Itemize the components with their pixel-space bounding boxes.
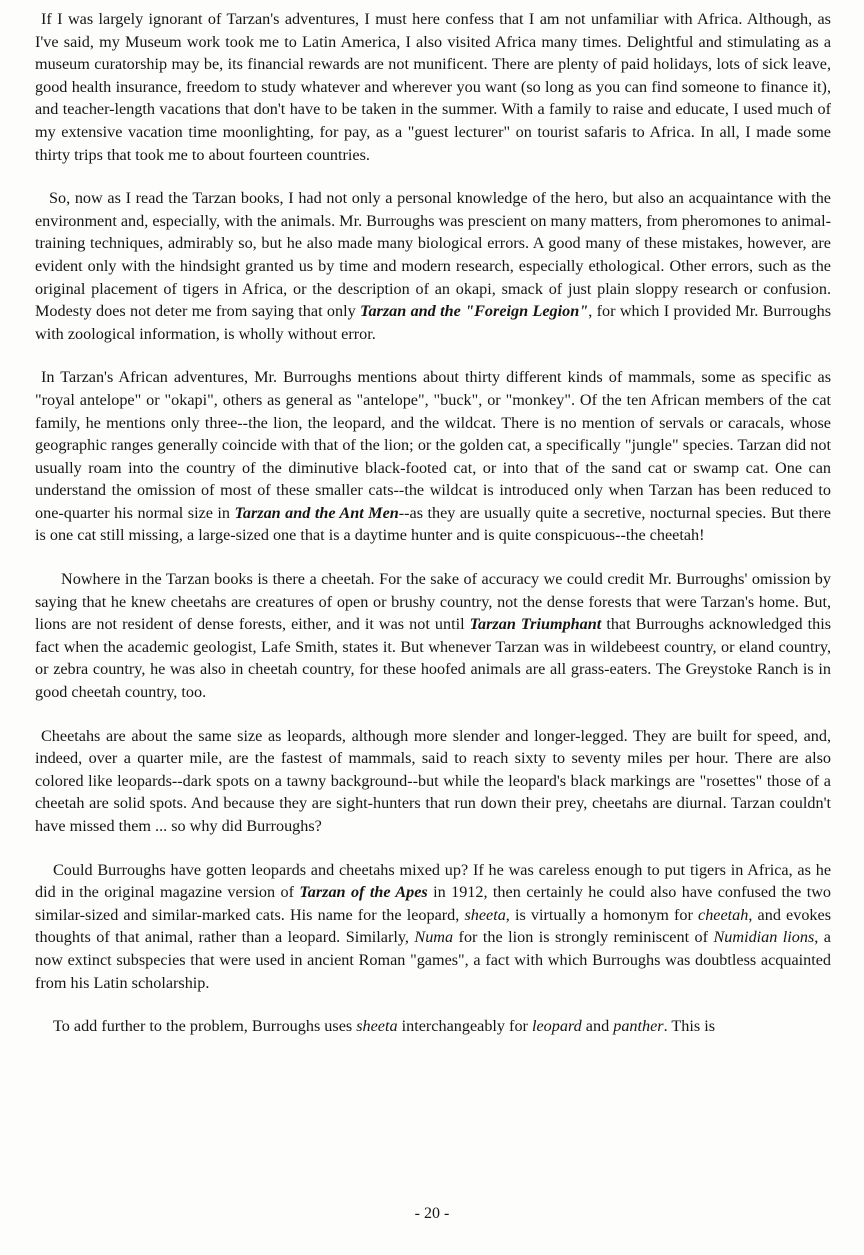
italic-term: Numidian lions bbox=[713, 928, 815, 947]
book-title: Tarzan and the "Foreign Legion" bbox=[360, 302, 589, 321]
book-title: Tarzan and the Ant Men bbox=[234, 503, 399, 522]
text-run: In Tarzan's African adventures, Mr. Burroughs mentions about thirty different kinds of mammals, some as specific as "royal antelope" or "okapi", others as general as "antelope", "buck", or "monkey". Of the ten African members of the cat family, he mentions only three--the lion, the leopard, and the wildcat. There is no mention of servals or caracals, whose geographic ranges generally coincide with that of the lion; or the golden cat, a specifically "jungle" species. Tarzan did not usually roam into the country of the diminutive black-footed cat, or into that of the sand cat or swamp cat. One can understand the omission of most of these smaller cats--the wildcat is introduced only when Tarzan has been reduced to one-quarter his normal size in bbox=[35, 368, 831, 522]
page-number: - 20 - bbox=[414, 1205, 450, 1222]
italic-term: Numa bbox=[414, 928, 454, 947]
text-run: , for which I provided Mr. Burroughs with zoological information, is wholly without error. bbox=[35, 302, 831, 343]
text-run: --as they are usually quite a secretive, nocturnal species. But there is one cat still missing, a large-sized one that is a daytime hunter and is quite conspicuous--the cheetah! bbox=[35, 503, 831, 545]
italic-term: panther bbox=[613, 1017, 664, 1036]
paragraph bbox=[35, 187, 831, 345]
text-run: interchangeably for bbox=[397, 1017, 532, 1036]
text-run: , and evokes thoughts of that animal, rather than a leopard. Similarly, bbox=[35, 905, 831, 947]
italic-term: leopard bbox=[531, 1017, 582, 1036]
paragraph bbox=[35, 1015, 831, 1038]
italic-term: cheetah bbox=[698, 905, 749, 924]
paragraph bbox=[35, 8, 831, 166]
book-title: Tarzan of the Apes bbox=[299, 883, 428, 902]
italic-term: sheeta bbox=[356, 1017, 398, 1036]
text-run: for the lion is strongly reminiscent of bbox=[453, 928, 714, 947]
paragraph bbox=[35, 568, 831, 704]
book-title: Tarzan Triumphant bbox=[469, 615, 602, 634]
text-run: To add further to the problem, Burroughs uses bbox=[53, 1017, 357, 1036]
text-run: So, now as I read the Tarzan books, I had not only a personal knowledge of the hero, but also an acquaintance with the environment and, especially, with the animals. Mr. Burroughs was prescient on many matters, from pheromones to animal-training techniques, admirably so, but he also made many biological errors. A good many of these mistakes, however, are evident only with the hindsight granted us by time and modern research, especially ethological. Other errors, such as the original placement of tigers in Africa, or the description of an okapi, smack of just plain sloppy research or confusion. Modesty does not deter me from saying that only bbox=[35, 189, 831, 321]
text-run: and bbox=[581, 1017, 614, 1036]
text-run: , a now extinct subspecies that were used in ancient Roman "games", a fact with which Burroughs was doubtless acquainted from his Latin scholarship. bbox=[35, 928, 831, 992]
body-text bbox=[35, 8, 831, 1059]
text-run: , is virtually a homonym for bbox=[505, 905, 699, 924]
italic-term: sheeta bbox=[464, 905, 506, 924]
paragraph bbox=[35, 366, 831, 547]
paragraph bbox=[35, 859, 831, 995]
text-run: Cheetahs are about the same size as leopards, although more slender and longer-legged. They are built for speed, and, indeed, over a quarter mile, are the fastest of mammals, said to reach sixty to seventy miles per hour. There are also colored like leopards--dark spots on a tawny background--but while the leopard's black markings are "rosettes" those of a cheetah are solid spots. And because they are sight-hunters that run down their prey, cheetahs are diurnal. Tarzan couldn't have missed them ... so why did Burroughs? bbox=[35, 726, 831, 835]
text-run: that Burroughs acknowledged this fact when the academic geologist, Lafe Smith, states it. But whenever Tarzan was in wildebeest country, or eland country, or zebra country, he was also in cheetah country, for these hoofed animals are all grass-eaters. The Greystoke Ranch is in good cheetah country, too. bbox=[35, 615, 831, 702]
text-run: in 1912, then certainly he could also have confused the two similar-sized and similar-marked cats. His name for the leopard, bbox=[35, 883, 832, 924]
text-run: Could Burroughs have gotten leopards and cheetahs mixed up? If he was careless enough to put tigers in Africa, as he did in the original magazine version of bbox=[35, 860, 831, 902]
text-run: Nowhere in the Tarzan books is there a cheetah. For the sake of accuracy we could credit Mr. Burroughs' omission by saying that he knew cheetahs are creatures of open or brushy country, not the dense forests that were Tarzan's home. But, lions are not resident of dense forests, either, and it was not until bbox=[35, 570, 831, 634]
paragraph bbox=[35, 725, 831, 838]
text-run: . This is bbox=[663, 1017, 716, 1036]
text-run: If I was largely ignorant of Tarzan's adventures, I must here confess that I am not unfamiliar with Africa. Although, as I've said, my Museum work took me to Latin America, I also visited Africa many times. Delightful and stimulating as a museum curatorship may be, its financial rewards are not munificent. There are plenty of paid holidays, lots of sick leave, good health insurance, freedom to study whatever and wherever you want (so long as you can find someone to finance it), and teacher-length vacations that don't have to be taken in the summer. With a family to raise and educate, I used much of my extensive vacation time moonlighting, for pay, as a "guest lecturer" on tourist safaris to Africa. In all, I made some thirty trips that took me to about fourteen countries. bbox=[35, 10, 831, 164]
